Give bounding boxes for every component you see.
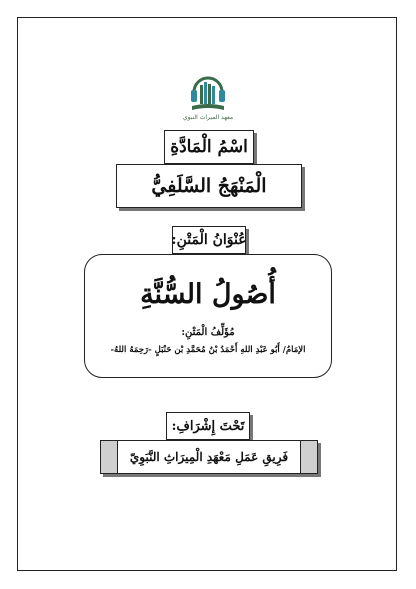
main-content-box [84,254,332,378]
team-name: فَرِيقِ عَمَلِ مَعْهَدِ الْمِيرَاثِ النَّبَوِيّ [129,450,289,464]
logo [188,70,228,116]
author-label: مُؤَلِّفُ الْمَتْنِ: [181,327,235,338]
logo-caption: معهد الميراث النبوي [182,114,234,121]
team-box-left-panel [101,441,118,473]
subject-label: اسْمُ الْمَادَّةِ [164,130,254,164]
content-label: عُنْوَانُ الْمَتْنِ: [172,226,246,254]
author-name: الإمَامُ/ أَبُو عَبْدِ اللهِ أَحْمَدُ بْنُ مُحَمَّدِ بْن حَنْبَلٍ -رَحِمَهُ اللهُ- [110,345,306,355]
main-title: أُصُولُ السُّنَّةِ [140,279,276,310]
team-box [100,440,318,474]
headphones-books-logo-icon [188,70,228,114]
subject-title: الْمَنْهَجُ السَّلَفِيُّ [116,164,302,208]
team-box-right-panel [300,441,317,473]
supervision-label: تَحْتَ إِشْرَافِ: [166,412,250,440]
